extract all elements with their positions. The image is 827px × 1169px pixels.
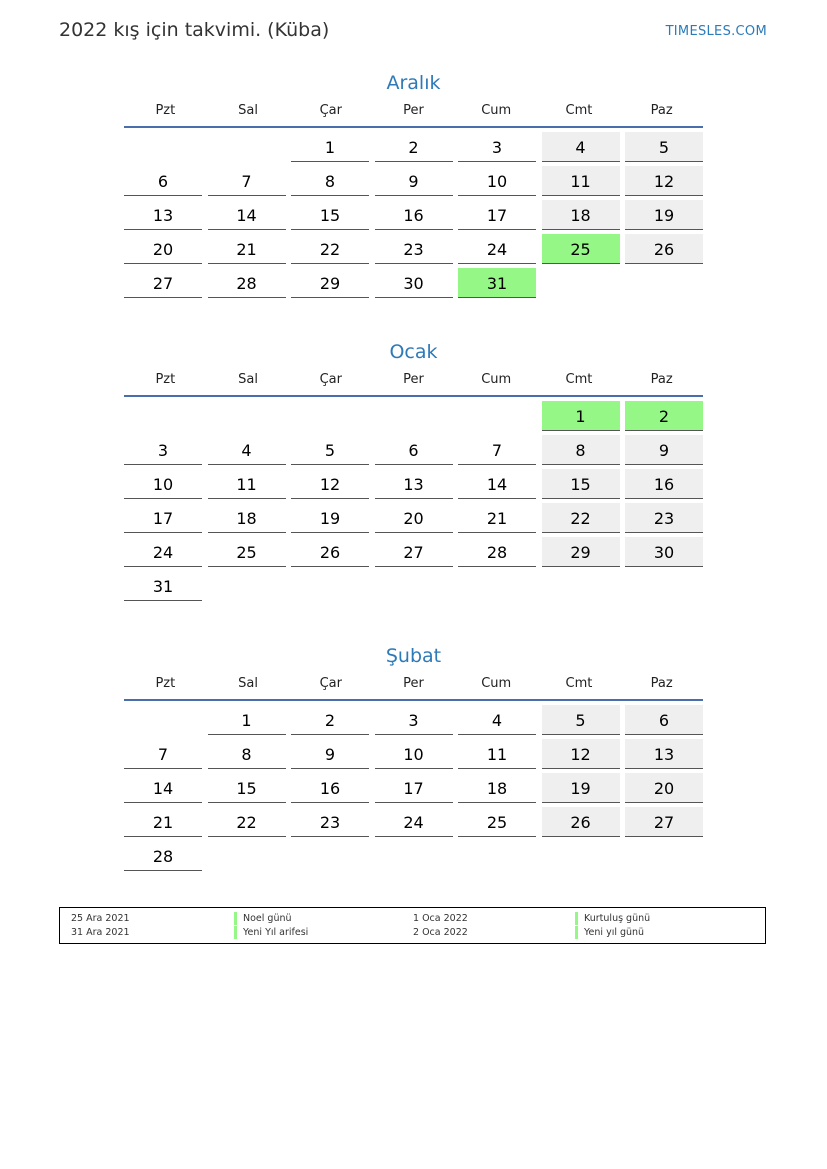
weekday-label: Per	[403, 103, 424, 118]
legend-date: 2 Oca 2022	[413, 927, 468, 938]
day-cell: 22	[208, 807, 286, 837]
empty-cell	[124, 132, 202, 162]
day-cell: 12	[291, 469, 369, 499]
day-cell: 27	[375, 537, 453, 567]
day-cell: 27	[625, 807, 703, 837]
day-cell: 24	[124, 537, 202, 567]
day-cell: 12	[625, 166, 703, 196]
weekday-label: Cmt	[565, 372, 593, 387]
day-cell: 13	[625, 739, 703, 769]
brand-logo-link[interactable]: TIMESLES.COM	[665, 24, 767, 39]
day-cell: 3	[375, 705, 453, 735]
day-cell: 4	[542, 132, 620, 162]
day-cell: 22	[542, 503, 620, 533]
day-cell: 17	[458, 200, 536, 230]
weekday-label: Paz	[650, 372, 673, 387]
day-cell: 23	[375, 234, 453, 264]
day-cell: 20	[375, 503, 453, 533]
day-cell: 28	[124, 841, 202, 871]
day-cell: 19	[625, 200, 703, 230]
day-cell: 29	[542, 537, 620, 567]
holiday-legend	[59, 907, 766, 944]
day-cell: 16	[291, 773, 369, 803]
day-cell: 18	[542, 200, 620, 230]
holiday-day-cell: 25	[542, 234, 620, 264]
day-cell: 17	[124, 503, 202, 533]
weekday-label: Cmt	[565, 676, 593, 691]
day-cell: 11	[208, 469, 286, 499]
weekday-label: Per	[403, 676, 424, 691]
day-cell: 25	[208, 537, 286, 567]
legend-date: 1 Oca 2022	[413, 913, 468, 924]
month-title: Şubat	[385, 645, 442, 667]
day-cell: 7	[124, 739, 202, 769]
day-cell: 24	[458, 234, 536, 264]
day-cell: 11	[542, 166, 620, 196]
weekday-label: Pzt	[155, 372, 176, 387]
day-cell: 15	[542, 469, 620, 499]
day-cell: 29	[291, 268, 369, 298]
weekday-label: Çar	[319, 372, 342, 387]
holiday-day-cell: 31	[458, 268, 536, 298]
day-cell: 14	[458, 469, 536, 499]
day-cell: 4	[208, 435, 286, 465]
day-cell: 28	[208, 268, 286, 298]
legend-date: 25 Ara 2021	[71, 913, 130, 924]
day-cell: 31	[124, 571, 202, 601]
day-cell: 18	[458, 773, 536, 803]
day-cell: 24	[375, 807, 453, 837]
day-cell: 1	[291, 132, 369, 162]
holiday-day-cell: 2	[625, 401, 703, 431]
empty-cell	[291, 401, 369, 431]
day-cell: 12	[542, 739, 620, 769]
day-cell: 18	[208, 503, 286, 533]
day-grid	[124, 401, 703, 601]
day-cell: 8	[542, 435, 620, 465]
day-cell: 21	[124, 807, 202, 837]
day-cell: 3	[458, 132, 536, 162]
day-cell: 5	[542, 705, 620, 735]
day-cell: 13	[375, 469, 453, 499]
day-cell: 20	[625, 773, 703, 803]
day-cell: 23	[625, 503, 703, 533]
weekday-label: Sal	[238, 103, 258, 118]
weekday-label: Per	[403, 372, 424, 387]
empty-cell	[458, 401, 536, 431]
day-grid	[124, 705, 703, 871]
day-cell: 21	[458, 503, 536, 533]
day-cell: 8	[208, 739, 286, 769]
weekday-label: Pzt	[155, 676, 176, 691]
day-cell: 25	[458, 807, 536, 837]
weekday-label: Cmt	[565, 103, 593, 118]
day-cell: 26	[542, 807, 620, 837]
legend-holiday-name: Kurtuluş günü	[575, 912, 650, 925]
month-block	[124, 70, 703, 298]
day-cell: 16	[375, 200, 453, 230]
day-cell: 16	[625, 469, 703, 499]
page-title: 2022 kış için takvimi. (Küba)	[59, 19, 330, 41]
day-cell: 11	[458, 739, 536, 769]
weekday-header	[124, 675, 703, 701]
weekday-label: Sal	[238, 676, 258, 691]
empty-cell	[208, 132, 286, 162]
day-cell: 9	[375, 166, 453, 196]
month-block	[124, 643, 703, 871]
month-title: Ocak	[389, 341, 438, 363]
legend-holiday-name: Noel günü	[234, 912, 292, 925]
day-cell: 5	[291, 435, 369, 465]
weekday-label: Cum	[481, 103, 512, 118]
day-cell: 17	[375, 773, 453, 803]
day-cell: 15	[291, 200, 369, 230]
day-cell: 19	[542, 773, 620, 803]
weekday-label: Sal	[238, 372, 258, 387]
day-cell: 30	[375, 268, 453, 298]
day-cell: 27	[124, 268, 202, 298]
empty-cell	[124, 705, 202, 735]
month-title: Aralık	[386, 72, 441, 94]
day-cell: 2	[291, 705, 369, 735]
day-grid	[124, 132, 703, 298]
day-cell: 20	[124, 234, 202, 264]
weekday-header	[124, 102, 703, 128]
day-cell: 5	[625, 132, 703, 162]
day-cell: 9	[625, 435, 703, 465]
day-cell: 28	[458, 537, 536, 567]
weekday-label: Çar	[319, 676, 342, 691]
day-cell: 10	[124, 469, 202, 499]
day-cell: 1	[208, 705, 286, 735]
day-cell: 19	[291, 503, 369, 533]
day-cell: 14	[124, 773, 202, 803]
empty-cell	[375, 401, 453, 431]
empty-cell	[124, 401, 202, 431]
legend-date: 31 Ara 2021	[71, 927, 130, 938]
day-cell: 3	[124, 435, 202, 465]
weekday-header	[124, 371, 703, 397]
empty-cell	[208, 401, 286, 431]
day-cell: 10	[375, 739, 453, 769]
weekday-label: Pzt	[155, 103, 176, 118]
day-cell: 13	[124, 200, 202, 230]
day-cell: 8	[291, 166, 369, 196]
day-cell: 21	[208, 234, 286, 264]
holiday-day-cell: 1	[542, 401, 620, 431]
day-cell: 26	[625, 234, 703, 264]
day-cell: 7	[208, 166, 286, 196]
day-cell: 6	[375, 435, 453, 465]
day-cell: 23	[291, 807, 369, 837]
legend-holiday-name: Yeni Yıl arifesi	[234, 926, 308, 939]
weekday-label: Çar	[319, 103, 342, 118]
day-cell: 6	[124, 166, 202, 196]
month-block	[124, 339, 703, 601]
weekday-label: Paz	[650, 676, 673, 691]
day-cell: 2	[375, 132, 453, 162]
day-cell: 30	[625, 537, 703, 567]
day-cell: 22	[291, 234, 369, 264]
day-cell: 7	[458, 435, 536, 465]
day-cell: 14	[208, 200, 286, 230]
day-cell: 6	[625, 705, 703, 735]
legend-holiday-name: Yeni yıl günü	[575, 926, 644, 939]
day-cell: 9	[291, 739, 369, 769]
weekday-label: Cum	[481, 372, 512, 387]
day-cell: 4	[458, 705, 536, 735]
day-cell: 10	[458, 166, 536, 196]
day-cell: 15	[208, 773, 286, 803]
day-cell: 26	[291, 537, 369, 567]
weekday-label: Paz	[650, 103, 673, 118]
weekday-label: Cum	[481, 676, 512, 691]
